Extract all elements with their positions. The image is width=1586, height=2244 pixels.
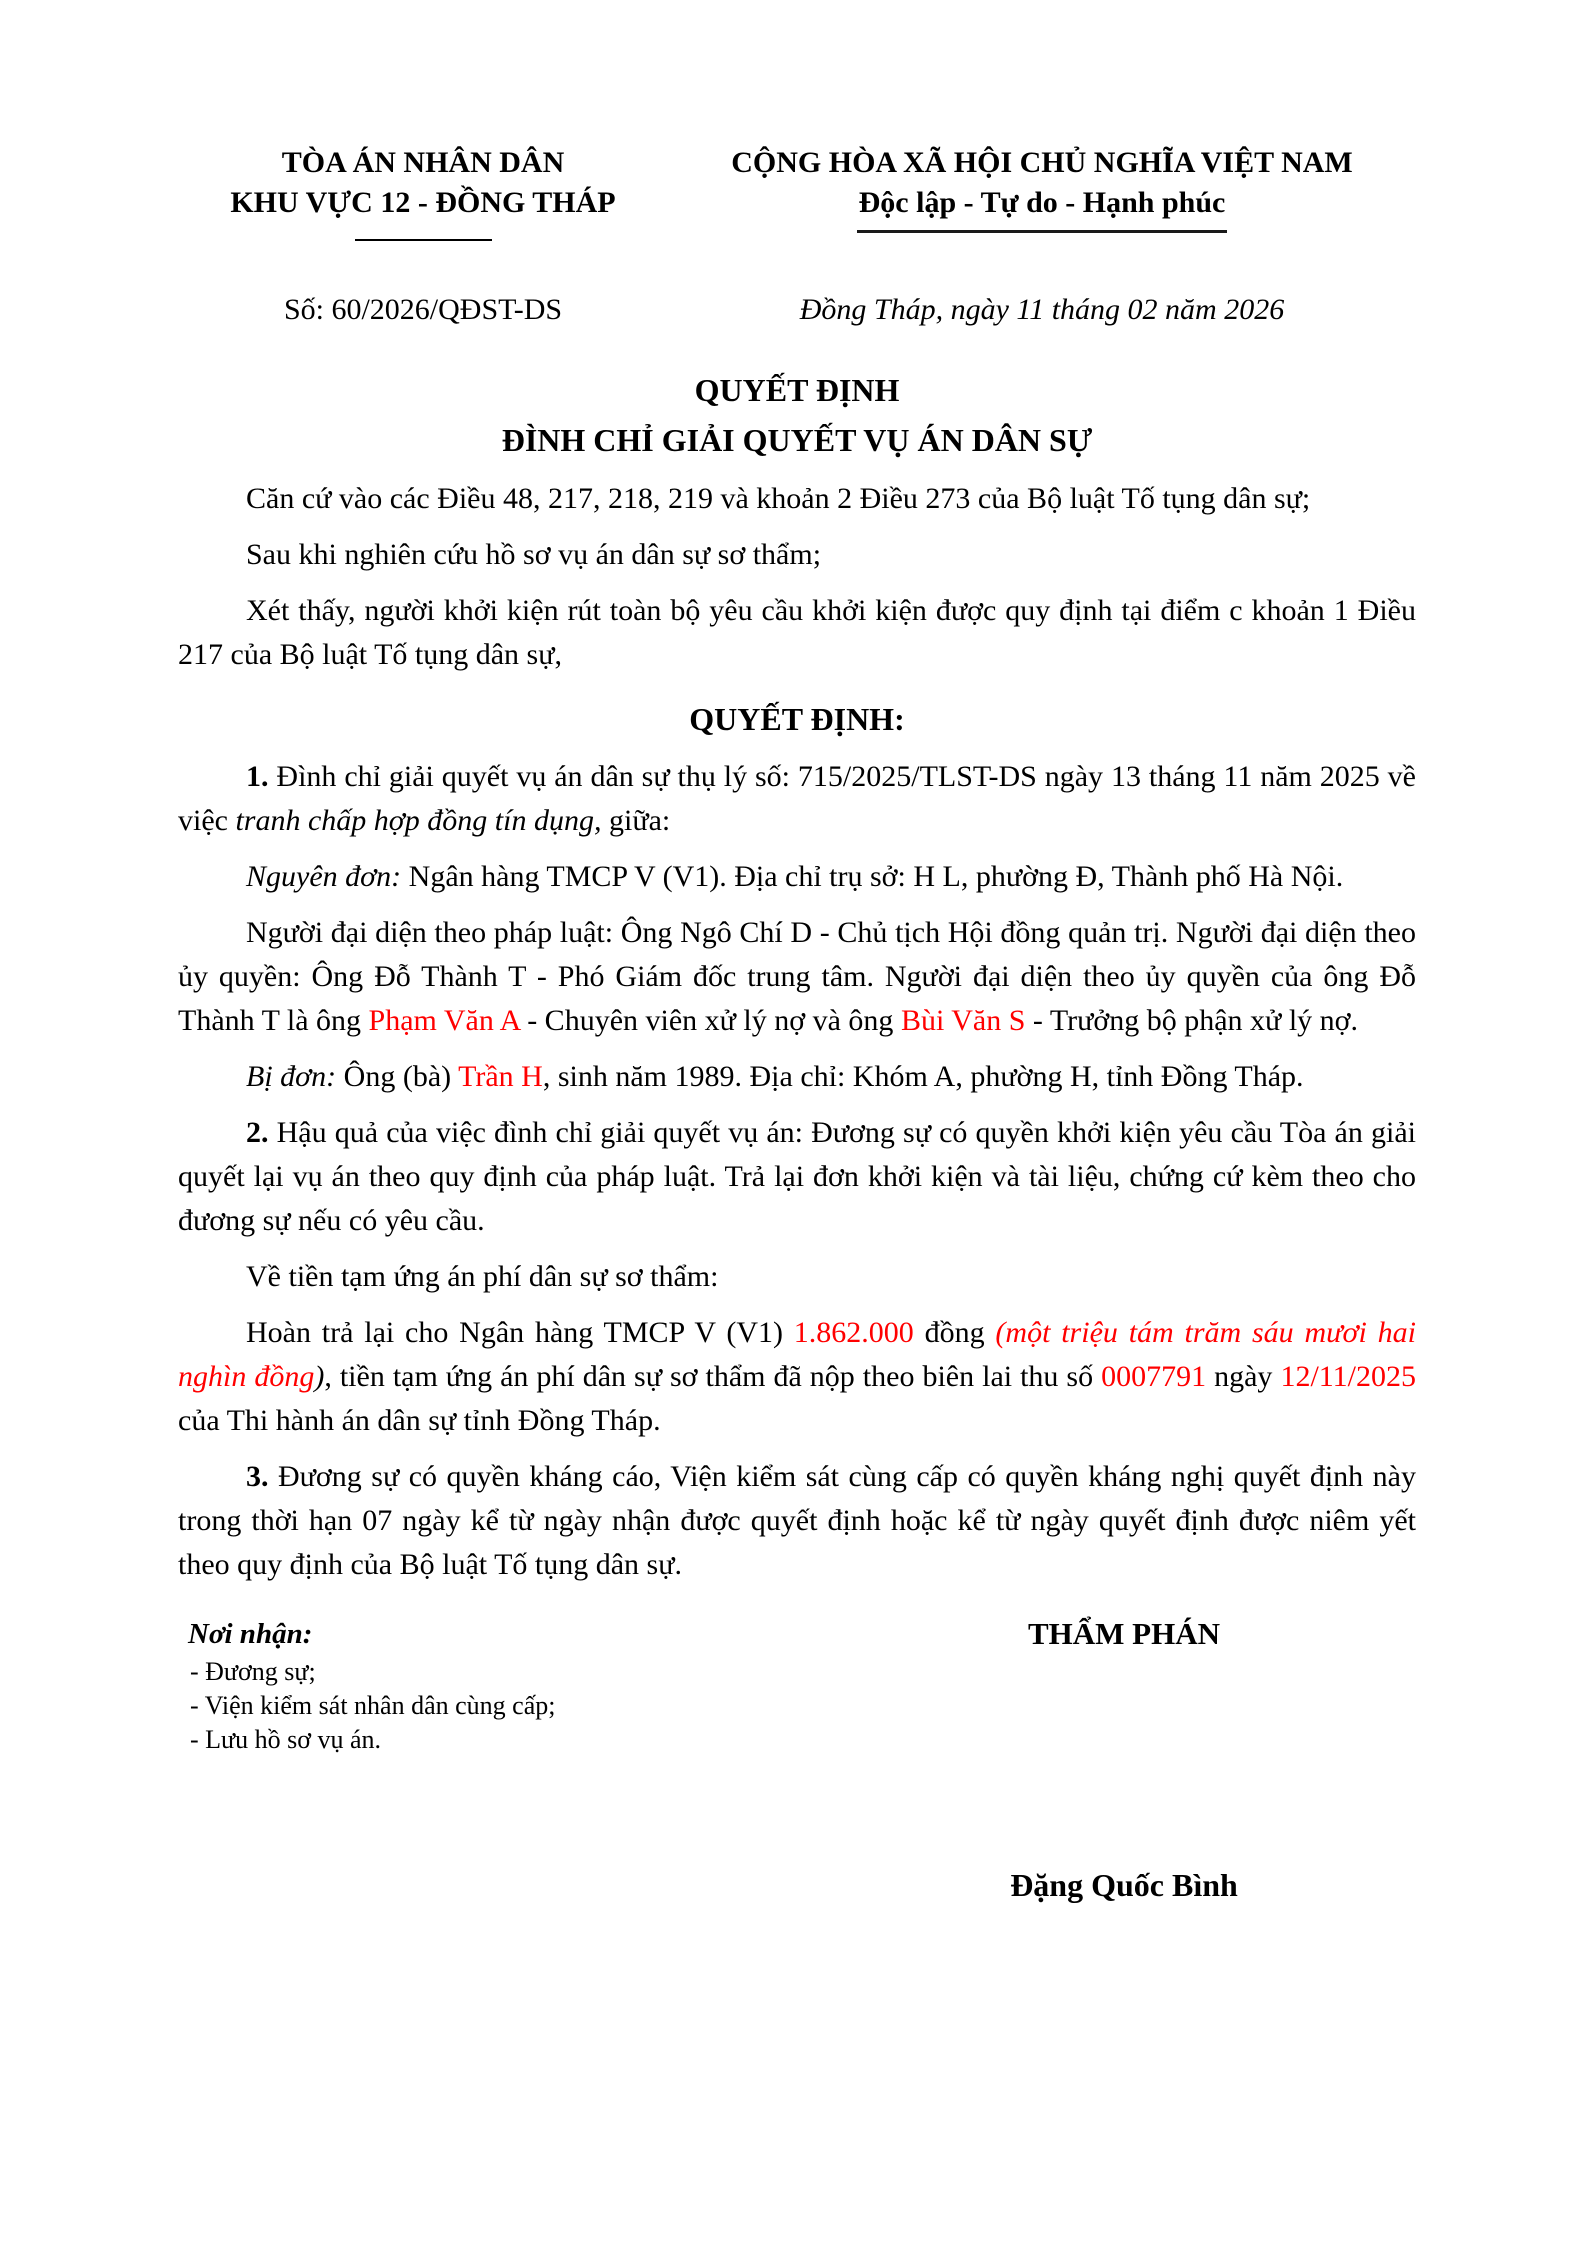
court-name-divider: [355, 239, 492, 241]
judge-title: THẨM PHÁN: [1027, 1616, 1220, 1651]
basis-text-2: Sau khi nghiên cứu hồ sơ vụ án dân sự sơ thẩm;: [246, 538, 822, 571]
decision-item-2: [178, 1111, 1416, 1243]
judge-name: Đặng Quốc Bình: [1010, 1867, 1238, 1903]
court-name-line1: TÒA ÁN NHÂN DÂN: [281, 146, 565, 179]
fee-amount: 1.862.000: [793, 1316, 914, 1349]
plaintiff-label: Nguyên đơn:: [246, 860, 402, 893]
fee-intro-text: Về tiền tạm ứng án phí dân sự sơ thẩm:: [246, 1260, 719, 1293]
national-motto-wrap: [668, 183, 1416, 233]
place-and-date: Đồng Tháp, ngày 11 tháng 02 năm 2026: [799, 293, 1285, 326]
defendant-text-b: , sinh năm 1989. Địa chỉ: Khóm A, phường H, tỉnh Đồng Tháp.: [542, 1060, 1304, 1093]
fee-text-a: Hoàn trả lại cho Ngân hàng TMCP V (V1): [246, 1316, 794, 1349]
decision-item-2-number: 2.: [246, 1116, 269, 1149]
document-title: [178, 365, 1416, 465]
signature-block: [844, 1613, 1404, 1904]
court-name-line2: KHU VỰC 12 - ĐỒNG THÁP: [230, 186, 616, 219]
recipient-item: - Lưu hồ sơ vụ án.: [190, 1725, 382, 1754]
fee-amount-paren-close: ): [314, 1360, 325, 1393]
basis-text-3: Xét thấy, người khởi kiện rút toàn bộ yêu cầu khởi kiện được quy định tại điểm c khoản 1 Điều 217 của Bộ luật Tố tụng dân sự,: [178, 594, 1416, 671]
fee-refund-paragraph: [178, 1311, 1416, 1443]
fee-text-b: đồng: [913, 1316, 996, 1349]
receipt-number: 0007791: [1101, 1360, 1207, 1393]
recipients-label: Nơi nhận:: [188, 1618, 313, 1650]
defendant-text-a: Ông (bà): [336, 1060, 459, 1093]
fee-text-d: ngày: [1206, 1360, 1281, 1393]
basis-paragraph-3: [178, 589, 1416, 677]
recipients-block: [178, 1613, 844, 1757]
fee-intro-paragraph: [178, 1255, 1416, 1299]
recipient-item: - Viện kiểm sát nhân dân cùng cấp;: [190, 1691, 556, 1720]
decision-heading: QUYẾT ĐỊNH:: [689, 701, 905, 737]
plaintiff-paragraph: [178, 855, 1416, 899]
decision-item-3-text: Đương sự có quyền kháng cáo, Viện kiểm sát cùng cấp có quyền kháng nghị quyết định này trong thời hạn 07 ngày kể từ ngày nhận được quyết định hoặc kể từ ngày quyết định được niêm yết theo quy định của Bộ luật Tố tụng dân sự.: [178, 1460, 1416, 1581]
document-title-line1: QUYẾT ĐỊNH: [694, 372, 900, 408]
case-type: tranh chấp hợp đồng tín dụng,: [235, 804, 602, 837]
recipient-item: - Đương sự;: [190, 1657, 316, 1686]
decision-item-3: [178, 1455, 1416, 1587]
decision-item-2-text: Hậu quả của việc đình chỉ giải quyết vụ án: Đương sự có quyền khởi kiện yêu cầu Tòa án giải quyết lại vụ án theo quy định của pháp luật. Trả lại đơn khởi kiện và tài liệu, chứng cứ kèm theo cho đương sự nếu có yêu cầu.: [178, 1116, 1416, 1237]
decision-item-1-text-a: Đình chỉ giải quyết vụ án dân sự thụ lý số: 715/2025/TLST-DS ngày 13 tháng 11 năm 2025 về việc: [178, 760, 1416, 837]
basis-paragraph-1: [178, 477, 1416, 521]
basis-text-1: Căn cứ vào các Điều 48, 217, 218, 219 và khoản 2 Điều 273 của Bộ luật Tố tụng dân sự;: [246, 482, 1311, 515]
document-header: [178, 143, 1416, 241]
decision-item-1-number: 1.: [246, 760, 269, 793]
fee-amount-words: (một triệu tám trăm sáu mươi hai nghìn đồng: [178, 1316, 1416, 1393]
fee-text-c: , tiền tạm ứng án phí dân sự sơ thẩm đã nộp theo biên lai thu số: [324, 1360, 1102, 1393]
representatives-paragraph: [178, 911, 1416, 1043]
decision-item-3-number: 3.: [246, 1460, 269, 1493]
document-footer: [178, 1613, 1416, 1904]
decision-item-1: [178, 755, 1416, 843]
document-number: Số: 60/2026/QĐST-DS: [283, 293, 563, 326]
basis-paragraph-2: [178, 533, 1416, 577]
national-motto-block: [668, 143, 1416, 241]
decision-item-1-text-b: giữa:: [601, 804, 671, 837]
defendant-name: Trần H: [458, 1060, 543, 1093]
representatives-text-a: Người đại diện theo pháp luật: Ông Ngô Chí D - Chủ tịch Hội đồng quản trị. Người đại diện theo ủy quyền: Ông Đỗ Thành T - Phó Giám đốc trung tâm. Người đại diện theo ủy quyền của ông Đỗ Thành T là ông: [178, 916, 1416, 1037]
court-name-block: [178, 143, 668, 241]
document-title-line2: ĐÌNH CHỈ GIẢI QUYẾT VỤ ÁN DÂN SỰ: [501, 422, 1093, 458]
defendant-label: Bị đơn:: [246, 1060, 337, 1093]
document-body: [178, 477, 1416, 1587]
document-meta-row: [178, 293, 1416, 327]
plaintiff-text: Ngân hàng TMCP V (V1). Địa chỉ trụ sở: H L, phường Đ, Thành phố Hà Nội.: [401, 860, 1344, 893]
representatives-text-c: - Trưởng bộ phận xử lý nợ.: [1025, 1004, 1359, 1037]
defendant-paragraph: [178, 1055, 1416, 1099]
fee-text-e: của Thi hành án dân sự tỉnh Đồng Tháp.: [178, 1404, 661, 1437]
representative-name-1: Phạm Văn A: [368, 1004, 520, 1037]
receipt-date: 12/11/2025: [1280, 1360, 1416, 1393]
national-motto: Độc lập - Tự do - Hạnh phúc: [857, 183, 1228, 233]
national-title: CỘNG HÒA XÃ HỘI CHỦ NGHĨA VIỆT NAM: [731, 146, 1353, 179]
representatives-text-b: - Chuyên viên xử lý nợ và ông: [519, 1004, 901, 1037]
representative-name-2: Bùi Văn S: [900, 1004, 1026, 1037]
